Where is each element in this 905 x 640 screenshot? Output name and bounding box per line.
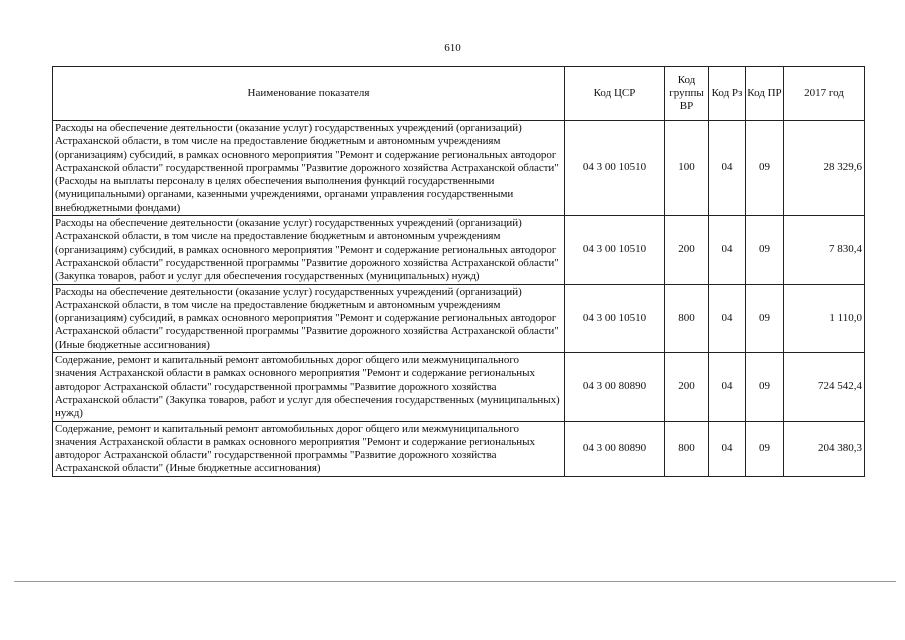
row-description: Расходы на обеспечение деятельности (оказание услуг) государственных учреждений (организаций) Астраханской области, в том числе на предоставление бюджетным и автономным учреждениям (организациям) субсидий, в рамках основного мероприятия "Ремонт и содержание региональных автодорог Астраханской области" государственной программы "Развитие дорожного хозяйства Астраханской области" (Закупка товаров, работ и услуг для обеспечения государственных (муниципальных) нужд) [53,216,565,284]
header-year-2017: 2017 год [784,67,865,121]
row-pr-code: 09 [746,121,784,216]
row-vr-code: 200 [665,216,709,284]
row-csr-code: 04 3 00 10510 [565,284,665,352]
row-csr-code: 04 3 00 80890 [565,353,665,421]
row-amount: 28 329,6 [784,121,865,216]
page-bottom-rule [14,581,896,582]
budget-table [52,66,865,477]
header-indicator-name: Наименование показателя [53,67,565,121]
row-amount: 7 830,4 [784,216,865,284]
row-csr-code: 04 3 00 10510 [565,216,665,284]
row-pr-code: 09 [746,421,784,476]
row-description: Содержание, ремонт и капитальный ремонт автомобильных дорог общего или межмуниципального значения Астраханской области в рамках основного мероприятия "Ремонт и содержание региональных автодорог Астраханской области" государственной программы "Развитие дорожного хозяйства Астраханской области" (Иные бюджетные ассигнования) [53,421,565,476]
row-rz-code: 04 [709,353,746,421]
row-rz-code: 04 [709,121,746,216]
row-vr-code: 800 [665,421,709,476]
row-csr-code: 04 3 00 10510 [565,121,665,216]
header-pr-code: Код ПР [746,67,784,121]
row-amount: 724 542,4 [784,353,865,421]
table-row [53,216,865,284]
table-header-row [53,67,865,121]
row-rz-code: 04 [709,216,746,284]
row-csr-code: 04 3 00 80890 [565,421,665,476]
row-vr-code: 200 [665,353,709,421]
row-vr-code: 800 [665,284,709,352]
row-description: Расходы на обеспечение деятельности (оказание услуг) государственных учреждений (организаций) Астраханской области, в том числе на предоставление бюджетным и автономным учреждениям (организациям) субсидий, в рамках основного мероприятия "Ремонт и содержание региональных автодорог Астраханской области" государственной программы "Развитие дорожного хозяйства Астраханской области" (Иные бюджетные ассигнования) [53,284,565,352]
row-rz-code: 04 [709,284,746,352]
row-amount: 1 110,0 [784,284,865,352]
header-rz-code: Код Рз [709,67,746,121]
table-row [53,284,865,352]
row-pr-code: 09 [746,284,784,352]
row-description: Содержание, ремонт и капитальный ремонт автомобильных дорог общего или межмуниципального значения Астраханской области в рамках основного мероприятия "Ремонт и содержание региональных автодорог Астраханской области" государственной программы "Развитие дорожного хозяйства Астраханской области" (Закупка товаров, работ и услуг для обеспечения государственных (муниципальных) нужд) [53,353,565,421]
page-number: 610 [444,42,461,54]
row-pr-code: 09 [746,216,784,284]
header-vr-code: Код группы ВР [665,67,709,121]
table-row [53,121,865,216]
row-amount: 204 380,3 [784,421,865,476]
row-vr-code: 100 [665,121,709,216]
header-csr-code: Код ЦСР [565,67,665,121]
table-row [53,353,865,421]
table-row [53,421,865,476]
row-pr-code: 09 [746,353,784,421]
row-rz-code: 04 [709,421,746,476]
row-description: Расходы на обеспечение деятельности (оказание услуг) государственных учреждений (организаций) Астраханской области, в том числе на предоставление бюджетным и автономным учреждениям (организациям) субсидий, в рамках основного мероприятия "Ремонт и содержание региональных автодорог Астраханской области" государственной программы "Развитие дорожного хозяйства Астраханской области" (Расходы на выплаты персоналу в целях обеспечения выполнения функций государственными (муниципальными) органами, казенными учреждениями, органами управления государственными внебюджетными фондами) [53,121,565,216]
